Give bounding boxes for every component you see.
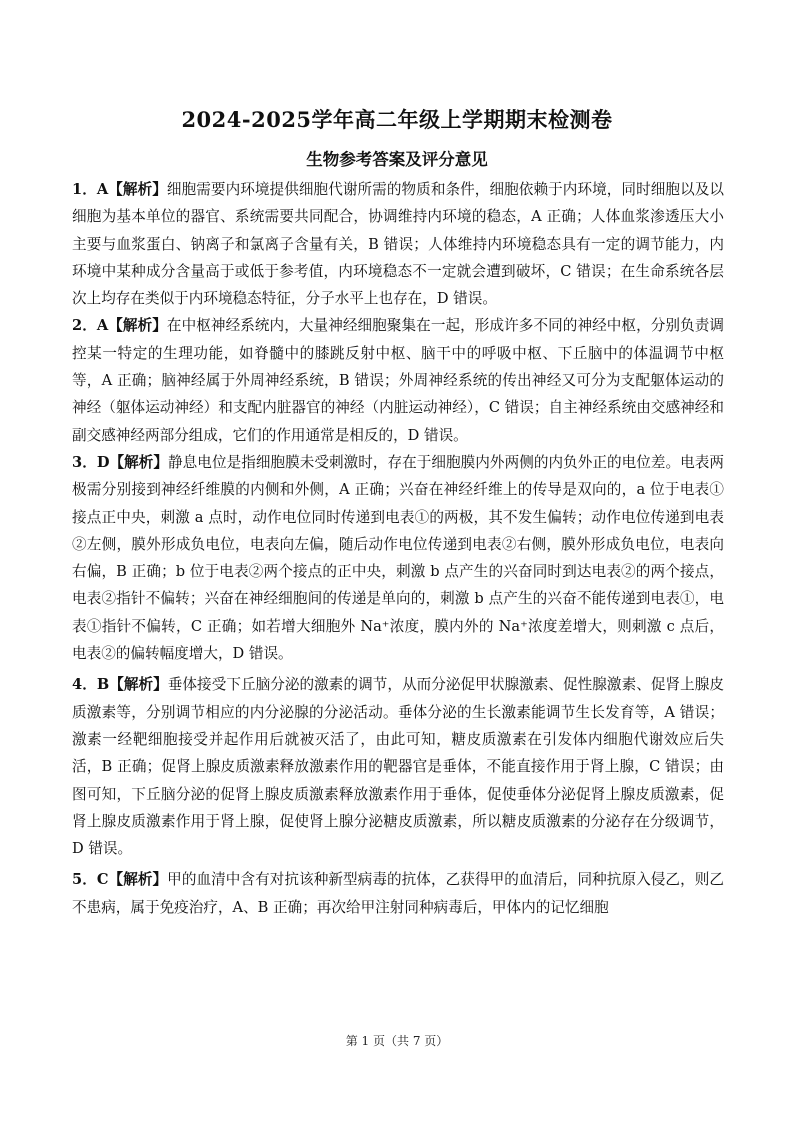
- answer-item-1: [72, 176, 724, 312]
- answer-item-head: 2．A【解析】: [72, 317, 167, 335]
- answer-item-text: 在中枢神经系统内，大量神经细胞聚集在一起，形成许多不同的神经中枢，分别负责调控某一特定的生理功能，如脊髓中的膝跳反射中枢、脑干中的呼吸中枢、下丘脑中的体温调节中枢等，A 正确；脑神经属于外周神经系统，B 错误；外周神经系统的传出神经又可分为支配躯体运动的神经（躯体运动神经）和支配内脏器官的神经（内脏运动神经），C 错误；自主神经系统由交感神经和副交感神经两部分组成，它们的作用通常是相反的，D 错误。: [72, 317, 724, 444]
- answer-item-2: [72, 312, 724, 448]
- answer-item-text: 垂体接受下丘脑分泌的激素的调节，从而分泌促甲状腺激素、促性腺激素、促肾上腺皮质激素等，分别调节相应的内分泌腺的分泌活动。垂体分泌的生长激素能调节生长发育等，A 错误；激素一经靶细胞接受并起作用后就被灭活了，由此可知，糖皮质激素在引发体内细胞代谢效应后失活，B 正确；促肾上腺皮质激素释放激素作用的靶器官是垂体，不能直接作用于肾上腺，C 错误；由图可知，下丘脑分泌的促肾上腺皮质激素释放激素作用于垂体，促使垂体分泌促肾上腺皮质激素，促肾上腺皮质激素作用于肾上腺，促使肾上腺分泌糖皮质激素，所以糖皮质激素的分泌存在分级调节，D 错误。: [72, 676, 724, 858]
- answer-item-text: 甲的血清中含有对抗该种新型病毒的抗体，乙获得甲的血清后，同种抗原入侵乙，则乙不患病，属于免疫治疗，A、B 正确；再次给甲注射同种病毒后，甲体内的记忆细胞: [72, 871, 724, 916]
- answer-item-3: [72, 449, 724, 667]
- answer-item-text: 静息电位是指细胞膜未受刺激时，存在于细胞膜内外两侧的内负外正的电位差。电表两极需分别接到神经纤维膜的内侧和外侧，A 正确；兴奋在神经纤维上的传导是双向的，a 位于电表①接点正中央，刺激 a 点时，动作电位同时传递到电表①的两极，其不发生偏转；动作电位传递到电表②左侧，膜外形成负电位，电表向左偏，随后动作电位传递到电表②右侧，膜外形成负电位，电表向右偏，B 正确；b 位于电表②两个接点的正中央，刺激 b 点产生的兴奋同时到达电表②的两个接点，电表②指针不偏转；兴奋在神经细胞间的传递是单向的，刺激 b 点产生的兴奋不能传递到电表①，电表①指针不偏转，C 正确；如若增大细胞外 Na⁺浓度，膜内外的 Na⁺浓度差增大，则刺激 c 点后，电表②的偏转幅度增大，D 错误。: [72, 453, 724, 663]
- answer-item-4: [72, 671, 724, 862]
- answer-item-5: [72, 866, 724, 921]
- page-subtitle: 生物参考答案及评分意见: [306, 150, 488, 169]
- answer-item-head: 4．B【解析】: [72, 676, 168, 694]
- answer-item-head: 5．C【解析】: [72, 871, 168, 889]
- answer-item-head: 3．D【解析】: [72, 453, 169, 471]
- answer-item-head: 1．A【解析】: [72, 181, 167, 198]
- answer-list: [72, 176, 724, 921]
- answer-item-text: 细胞需要内环境提供细胞代谢所需的物质和条件，细胞依赖于内环境，同时细胞以及以细胞为基本单位的器官、系统需要共同配合，协调维持内环境的稳态，A 正确；人体血浆渗透压大小主要与血浆蛋白、钠离子和氯离子含量有关，B 错误；人体维持内环境稳态具有一定的调节能力，内环境中某种成分含量高于或低于参考值，内环境稳态不一定就会遭到破坏，C 错误；在生命系统各层次上均存在类似于内环境稳态特征，分子水平上也存在，D 错误。: [72, 181, 724, 308]
- page-footer: 第 1 页（共 7 页）: [345, 1034, 449, 1048]
- page-title: 2024-2025学年高二年级上学期期末检测卷: [181, 107, 613, 132]
